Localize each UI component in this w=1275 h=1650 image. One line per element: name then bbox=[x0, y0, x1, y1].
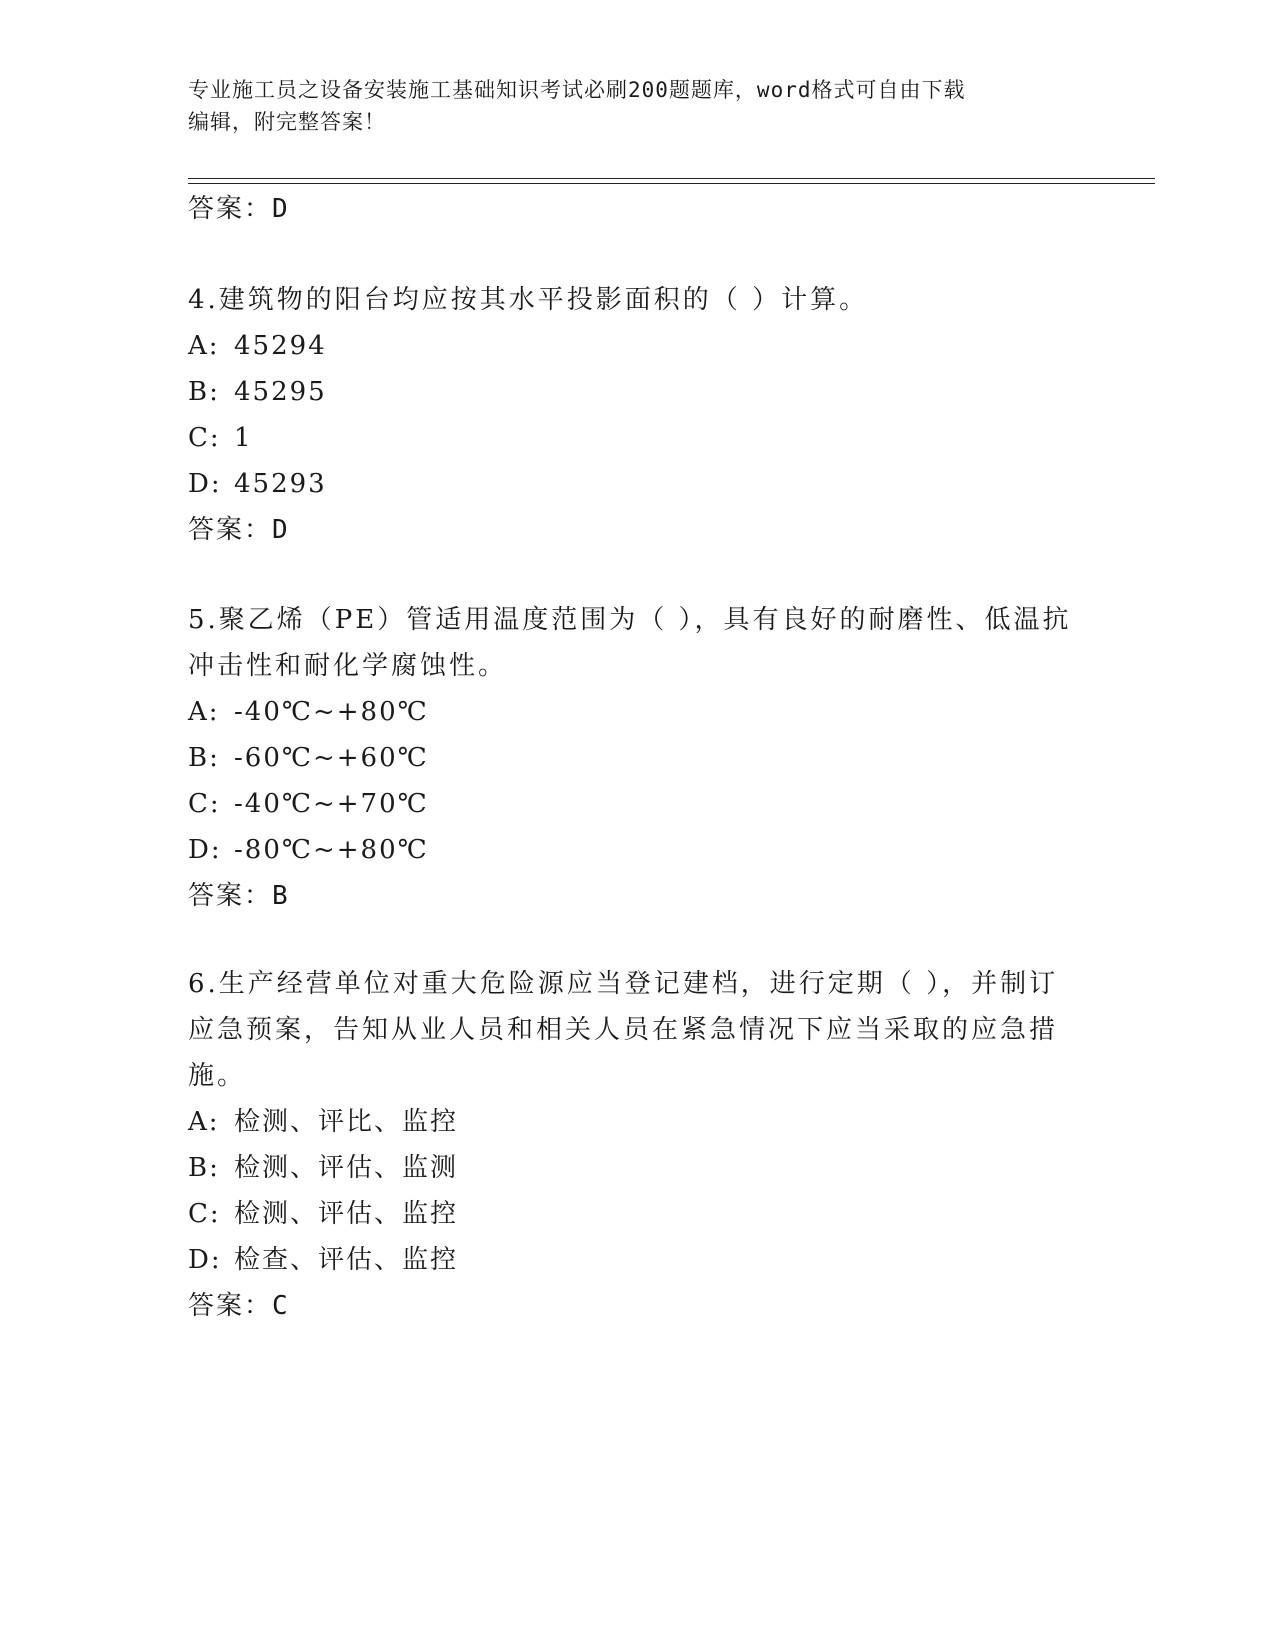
option-label: C: bbox=[188, 423, 221, 453]
option-b bbox=[188, 735, 1088, 781]
option-text: -40℃~+80℃ bbox=[234, 697, 429, 727]
option-label: D: bbox=[188, 469, 222, 499]
option-text: 检测、评估、监控 bbox=[234, 1199, 459, 1229]
answer-line: 答案：B bbox=[188, 881, 290, 911]
option-text: 45294 bbox=[234, 331, 327, 361]
option-a bbox=[188, 1099, 1088, 1145]
option-text: 1 bbox=[234, 423, 253, 453]
option-b bbox=[188, 1145, 1088, 1191]
option-label: C: bbox=[188, 1199, 221, 1229]
option-a bbox=[188, 689, 1088, 735]
header-rule-top bbox=[188, 178, 1155, 179]
option-label: D: bbox=[188, 1245, 222, 1275]
option-text: -60℃~+60℃ bbox=[234, 743, 429, 773]
question-5 bbox=[188, 597, 1088, 919]
option-a bbox=[188, 323, 1088, 369]
option-b bbox=[188, 369, 1088, 415]
option-label: B: bbox=[188, 743, 220, 773]
option-label: B: bbox=[188, 377, 220, 407]
answer-line: 答案：D bbox=[188, 515, 290, 545]
option-text: -80℃~+80℃ bbox=[234, 835, 429, 865]
option-c bbox=[188, 781, 1088, 827]
question-text-line-1: 5.聚乙烯（PE）管适用温度范围为（ ），具有良好的耐磨性、低温抗 bbox=[188, 605, 1072, 635]
option-label: A: bbox=[188, 1107, 220, 1137]
option-label: C: bbox=[188, 789, 221, 819]
option-d bbox=[188, 1237, 1088, 1283]
option-text: 检测、评比、监控 bbox=[234, 1107, 459, 1137]
option-label: B: bbox=[188, 1153, 220, 1183]
question-text-line-2: 应急预案，告知从业人员和相关人员在紧急情况下应当采取的应急措 bbox=[188, 1015, 1059, 1045]
option-text: 45295 bbox=[234, 377, 327, 407]
option-label: D: bbox=[188, 835, 222, 865]
option-d bbox=[188, 461, 1088, 507]
question-text: 4.建筑物的阳台均应按其水平投影面积的（ ）计算。 bbox=[188, 285, 869, 315]
option-d bbox=[188, 827, 1088, 873]
header-line-1: 专业施工员之设备安装施工基础知识考试必刷200题题库，word格式可自由下载 bbox=[188, 78, 966, 102]
question-6 bbox=[188, 961, 1088, 1329]
document-header bbox=[188, 74, 1088, 138]
header-line-2: 编辑，附完整答案！ bbox=[188, 110, 386, 134]
question-text-line-3: 施。 bbox=[188, 1061, 247, 1091]
option-text: 45293 bbox=[234, 469, 327, 499]
question-text-line-2: 冲击性和耐化学腐蚀性。 bbox=[188, 651, 508, 681]
header-rule-bottom bbox=[188, 183, 1155, 184]
option-text: 检查、评估、监控 bbox=[234, 1245, 459, 1275]
question-text-line-1: 6.生产经营单位对重大危险源应当登记建档，进行定期（ ），并制订 bbox=[188, 969, 1059, 999]
option-c bbox=[188, 1191, 1088, 1237]
previous-answer-block bbox=[188, 186, 1088, 232]
question-4 bbox=[188, 277, 1088, 553]
answer-line: 答案：D bbox=[188, 194, 290, 224]
option-label: A: bbox=[188, 697, 220, 727]
option-text: 检测、评估、监测 bbox=[234, 1153, 459, 1183]
option-text: -40℃~+70℃ bbox=[234, 789, 429, 819]
option-c bbox=[188, 415, 1088, 461]
answer-line: 答案：C bbox=[188, 1291, 290, 1321]
option-label: A: bbox=[188, 331, 220, 361]
